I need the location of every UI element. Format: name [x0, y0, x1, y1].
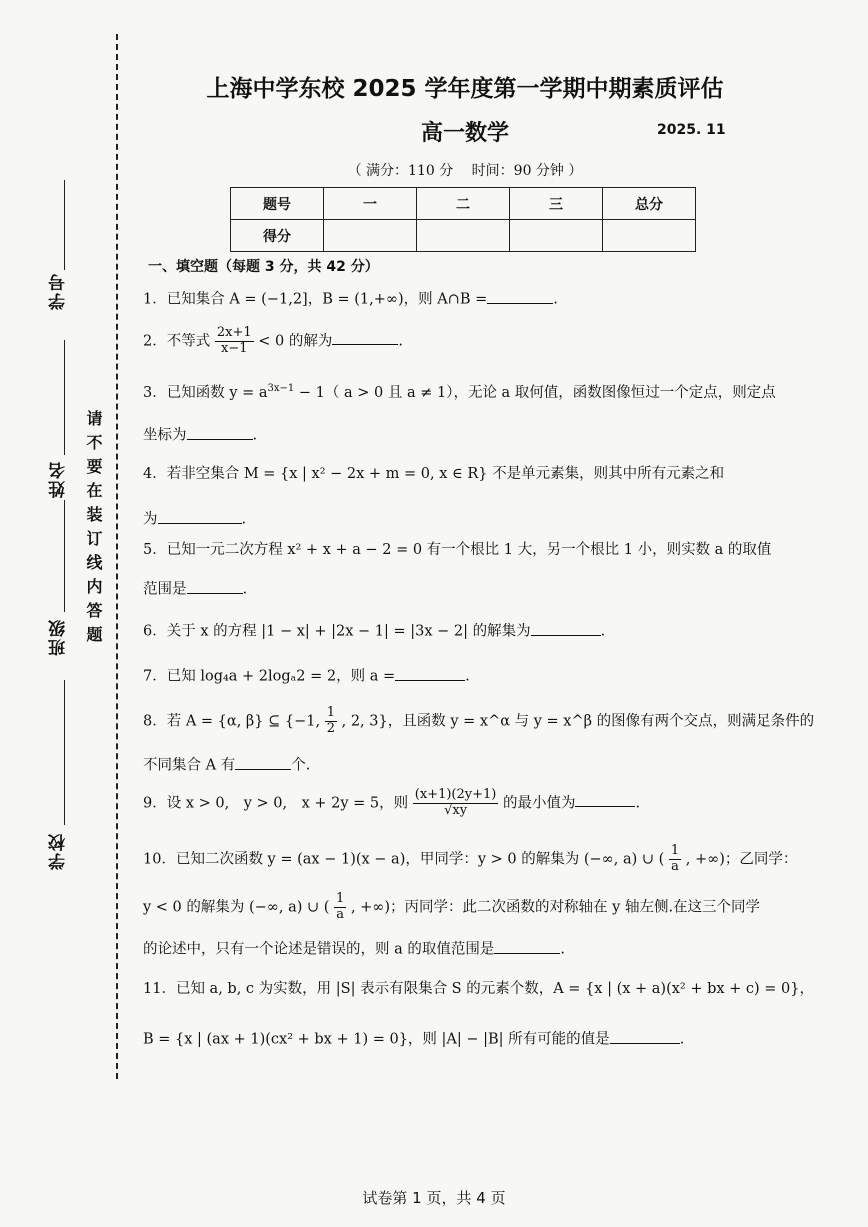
q5-line2: 范围是 [143, 581, 187, 598]
q9-pre: 9．设 x > 0, y > 0, x + 2y = 5，则 [143, 795, 409, 812]
exam-title: 上海中学东校 2025 学年度第一学期中期素质评估 [206, 76, 724, 102]
class-field[interactable] [64, 500, 65, 612]
score-input-cell[interactable] [603, 220, 696, 252]
question-8-cont [143, 754, 783, 775]
score-header-cell: 三 [510, 188, 603, 220]
question-3 [143, 382, 783, 403]
q10-answer-blank[interactable] [494, 938, 560, 954]
question-5 [143, 541, 783, 560]
q10-fraction [669, 844, 681, 875]
exam-meta: （ 满分：110 分 时间：90 分钟 ） [347, 163, 583, 179]
exam-subject: 高一数学 [420, 121, 509, 146]
question-3-cont [143, 424, 783, 445]
q6-answer-blank[interactable] [531, 620, 601, 636]
question-10-line2 [143, 892, 783, 923]
q9-tail: . [635, 795, 641, 812]
q2-denominator: x−1 [220, 340, 248, 356]
score-input-cell[interactable] [324, 220, 417, 252]
q5-line1: 5．已知一元二次方程 x² + x + a − 2 = 0 有一个根比 1 大，另一个根比 1 小，则实数 a 的取值 [143, 542, 772, 558]
exam-date: 2025. 11 [657, 122, 726, 138]
q4-line1: 4．若非空集合 M = {x | x² − 2x + m = 0, x ∈ R} 不是单元素集，则其中所有元素之和 [143, 466, 725, 482]
q8-pre: 8．若 A = {α, β} ⊆ {−1, [143, 713, 321, 730]
score-header-cell: 总分 [603, 188, 696, 220]
name-label: 姓名 [49, 460, 69, 498]
q2-answer-blank[interactable] [332, 330, 398, 346]
student-id-label: 学号 [49, 272, 69, 310]
q10-line3: 的论述中，只有一个论述是错误的，则 a 的取值范围是 [143, 941, 495, 958]
q9-post: 的最小值为 [502, 795, 576, 812]
score-header-cell: 一 [324, 188, 417, 220]
q2-tail: . [398, 333, 403, 350]
q1-answer-blank[interactable] [487, 288, 553, 304]
q1-number: 1． [143, 291, 167, 308]
binding-warning: 请不要在装订线内答题 [84, 410, 103, 650]
q11-answer-blank[interactable] [610, 1028, 680, 1044]
q7-tail: . [465, 668, 470, 685]
q2-post: < 0 的解为 [258, 333, 333, 350]
q11-line2: B = {x | (ax + 1)(cx² + bx + 1) = 0}，则 |A| − |B| 所有可能的值是 [143, 1031, 610, 1048]
q3-line1b: − 1（ a > 0 且 a ≠ 1），无论 a 取何值，函数图像恒过一个定点，则定点 [294, 384, 776, 401]
question-1 [143, 288, 783, 309]
question-11 [143, 980, 815, 999]
student-id-field[interactable] [64, 180, 65, 270]
section-title: 一、填空题（每题 3 分，共 42 分） [148, 259, 379, 275]
q10-numerator-2: 1 [336, 891, 345, 906]
q2-fraction [215, 326, 254, 357]
question-7 [143, 665, 783, 686]
score-input-cell[interactable] [417, 220, 510, 252]
score-table-header-row [231, 188, 696, 220]
question-10-line3 [143, 938, 783, 959]
q10-fraction-2 [334, 892, 346, 923]
q8-line2: 不同集合 A 有 [143, 757, 236, 774]
q10-line2b: , +∞)；丙同学：此二次函数的对称轴在 y 轴左侧.在这三个同学 [350, 899, 761, 916]
q8-line2b: 个. [291, 757, 311, 774]
q3-line2: 坐标为 [143, 427, 187, 444]
q10-denominator: a [671, 858, 679, 874]
q9-denominator: √xy [444, 802, 468, 818]
q10-denominator-2: a [336, 906, 345, 922]
q10-tail: . [560, 941, 565, 958]
score-table [230, 187, 696, 252]
question-5-cont [143, 578, 783, 599]
q7-text: 7．已知 log₄a + 2logₐ2 = 2，则 a = [143, 668, 396, 685]
q2-pre: 2．不等式 [143, 333, 211, 350]
question-4-cont [143, 508, 783, 529]
q7-answer-blank[interactable] [395, 665, 465, 681]
score-label-cell: 得分 [231, 220, 324, 252]
q10-line1a: 10．已知二次函数 y = (ax − 1)(x − a)，甲同学：y > 0 的解集为 (−∞, a) ∪ ( [143, 851, 665, 868]
q5-answer-blank[interactable] [187, 578, 243, 594]
question-4 [143, 465, 783, 484]
question-6 [143, 620, 783, 641]
q10-line1b: , +∞)；乙同学： [685, 851, 798, 868]
q3-tail: . [252, 427, 258, 444]
q3-exponent: 3x−1 [267, 383, 295, 394]
q1-text: 已知集合 A = (−1,2]，B = (1,+∞)，则 A∩B = [166, 291, 488, 308]
score-header-cell: 题号 [231, 188, 324, 220]
q5-tail: . [242, 581, 248, 598]
q11-line1: 11．已知 a, b, c 为实数，用 |S| 表示有限集合 S 的元素个数，A = {x | (x + a)(x² + bx + c) = 0}， [143, 981, 815, 997]
q10-line2a: y < 0 的解集为 (−∞, a) ∪ ( [143, 899, 330, 916]
q4-tail: . [241, 511, 247, 528]
q6-tail: . [600, 623, 606, 640]
q9-answer-blank[interactable] [575, 792, 635, 808]
q1-tail: . [553, 291, 558, 308]
score-table-score-row [231, 220, 696, 252]
question-8 [143, 705, 815, 737]
q10-numerator: 1 [670, 843, 680, 858]
q3-line1: 3．已知函数 y = a [143, 384, 268, 401]
q11-tail: . [679, 1031, 685, 1048]
q8-fraction [325, 706, 337, 737]
school-label: 学校 [49, 832, 69, 870]
question-9 [143, 788, 783, 819]
q9-numerator: (x+1)(2y+1) [414, 787, 497, 802]
q2-numerator: 2x+1 [216, 325, 252, 340]
q9-fraction [413, 788, 499, 819]
school-field[interactable] [64, 680, 65, 825]
binding-dashed-line [116, 34, 118, 1079]
q4-answer-blank[interactable] [158, 508, 242, 524]
score-input-cell[interactable] [510, 220, 603, 252]
name-field[interactable] [64, 340, 65, 455]
q3-answer-blank[interactable] [187, 424, 253, 440]
q8-denominator: 2 [326, 720, 335, 736]
score-header-cell: 二 [417, 188, 510, 220]
page-footer: 试卷第 1 页，共 4 页 [362, 1189, 506, 1207]
question-11-cont [143, 1028, 783, 1049]
question-2 [143, 326, 783, 357]
q6-text: 6．关于 x 的方程 |1 − x| + |2x − 1| = |3x − 2| 的解集为 [143, 623, 531, 640]
q8-answer-blank[interactable] [235, 754, 291, 770]
question-10 [143, 843, 798, 875]
q4-line2: 为 [143, 511, 158, 528]
q8-post: , 2, 3}，且函数 y = x^α 与 y = x^β 的图像有两个交点，则满足条件的 [341, 713, 815, 730]
q8-numerator: 1 [326, 705, 335, 720]
class-label: 班级 [49, 618, 69, 656]
